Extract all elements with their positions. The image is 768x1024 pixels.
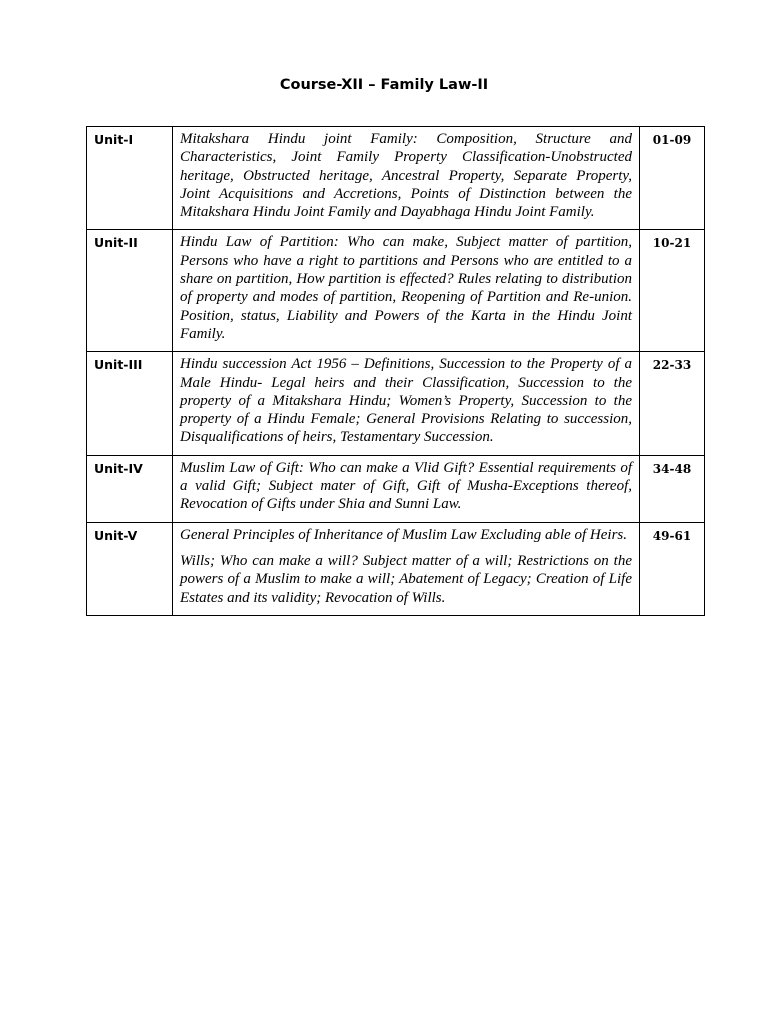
unit-description [173, 352, 640, 455]
syllabus-table [86, 126, 705, 616]
table-row [87, 127, 705, 230]
description-paragraph: Muslim Law of Gift: Who can make a Vlid Gift? Essential requirements of a valid Gift; Subject mater of Gift, Gift of Musha-Exceptions thereof, Revocation of Gifts under Shia and Sunni Law. [180, 459, 632, 513]
description-paragraph: Hindu Law of Partition: Who can make, Subject matter of partition, Persons who have a right to partitions and Persons who are entitled to a share on partition, How partition is effected? Rules relating to distribution of property and modes of partition, Reopening of Partition and Re-union. Position, status, Liability and Powers of the Karta in the Hindu Joint Family. [180, 234, 632, 342]
page-range: 10-21 [640, 230, 705, 352]
table-row [87, 352, 705, 455]
unit-description [173, 127, 640, 230]
page-range: 22-33 [640, 352, 705, 455]
description-paragraph: Wills; Who can make a will? Subject matter of a will; Restrictions on the powers of a Muslim to make a will; Abatement of Legacy; Creation of Life Estates and its validity; Revocation of Wills. [180, 552, 632, 606]
description-paragraph: Hindu succession Act 1956 – Definitions, Succession to the Property of a Male Hindu- Legal heirs and their Classification, Succession to the property of a Mitakshara Hindu; Women’s Property, Succession to the property of a Hindu Female; General Provisions Relating to succession, Disqualifications of heirs, Testamentary Succession. [180, 356, 632, 446]
unit-label: Unit-V [87, 522, 173, 615]
table-row [87, 522, 705, 615]
unit-label: Unit-I [87, 127, 173, 230]
unit-label: Unit-IV [87, 455, 173, 522]
unit-label: Unit-III [87, 352, 173, 455]
page-range: 01-09 [640, 127, 705, 230]
table-row [87, 230, 705, 352]
description-paragraph: General Principles of Inheritance of Muslim Law Excluding able of Heirs. [180, 526, 628, 543]
description-paragraph: Mitakshara Hindu joint Family: Composition, Structure and Characteristics, Joint Family Property Classification-Unobstructed heritage, Obstructed heritage, Ancestral Property, Separate Property, Joint Acquisitions and Accretions, Points of Distinction between the Mitakshara Hindu Joint Family and Dayabhaga Hindu Joint Family. [180, 131, 632, 221]
page-range: 49-61 [640, 522, 705, 615]
unit-description [173, 522, 640, 615]
page-title: Course-XII – Family Law-II [279, 77, 489, 93]
page-range: 34-48 [640, 455, 705, 522]
unit-description [173, 230, 640, 352]
table-row [87, 455, 705, 522]
unit-label: Unit-II [87, 230, 173, 352]
unit-description [173, 455, 640, 522]
